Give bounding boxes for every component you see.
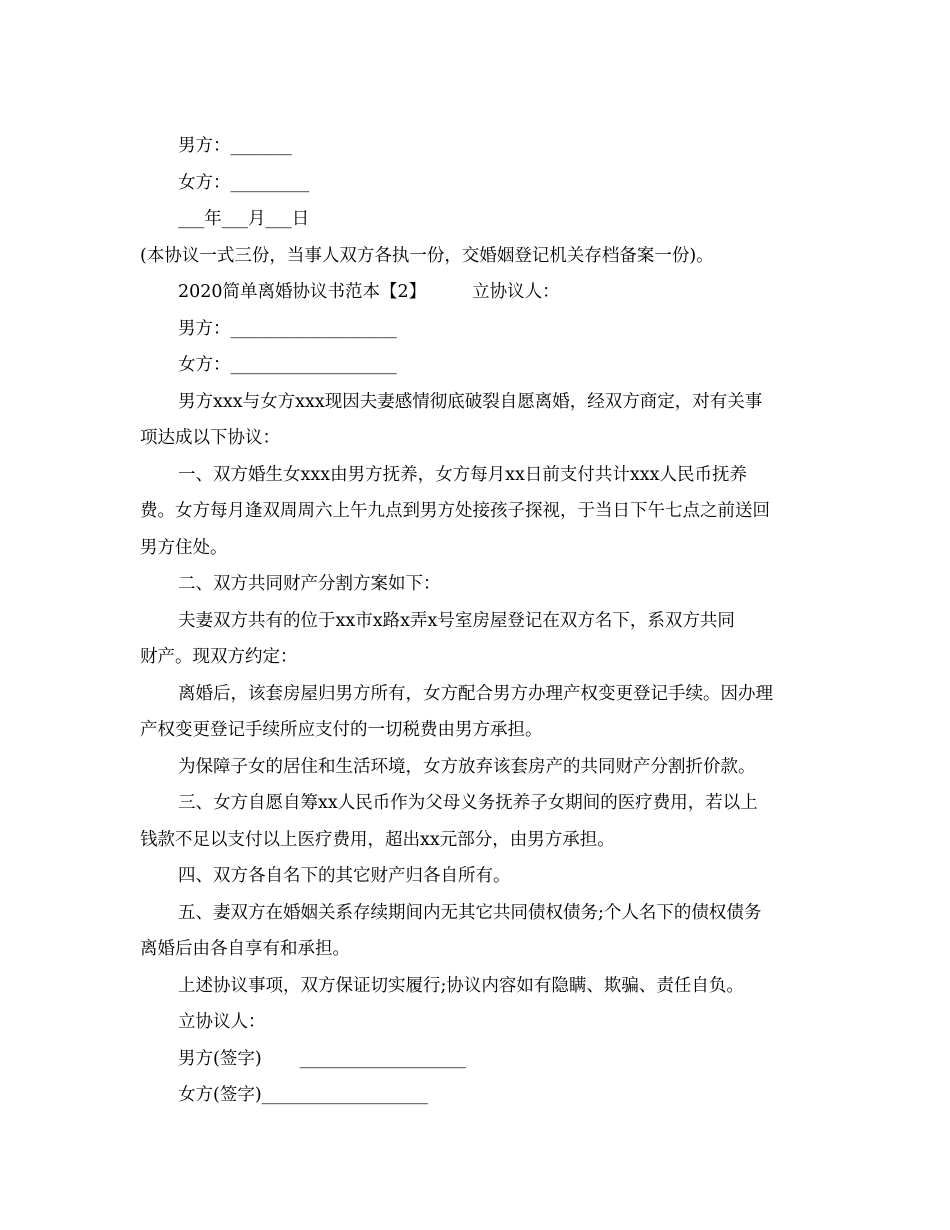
husband-signature-blank: ___________________ [299,1048,466,1069]
wife-signature-line: 女方(签字)___________________ [178,1085,428,1105]
document-body [140,128,816,1114]
clause-two-property: 二、双方共同财产分割方案如下： [178,574,441,594]
property-agreement: 离婚后，该套房屋归男方所有，女方配合男方办理产权变更登记手续。因办理 产权变更登记手续所应支付的一切税费由男方承担。 [140,683,773,740]
husband-signature-line [140,1041,816,1078]
property-description: 夫妻双方共有的位于xx市x路x弄x号室房屋登记在双方名下，系双方共同 财产。现双方约定： [140,610,735,667]
second-template-heading [140,274,816,311]
wife-name-line: 女方：_________ [178,172,310,193]
clause-one-custody: 一、双方婚生女xxx由男方抚养，女方每月xx日前支付共计xxx人民币抚养 费。女方每月逢双周周六上午九点到男方处接孩子探视，于当日下午七点之前送回 男方住处。 [140,464,770,558]
date-line: ___年___月___日 [178,209,310,229]
parties-label-bottom: 立协议人： [178,1012,266,1032]
clause-four-other-property: 四、双方各自名下的其它财产归各自所有。 [178,866,511,886]
parties-label: 立协议人： [472,282,560,302]
property-waiver: 为保障子女的居住和生活环境，女方放弃该套房产的共同财产分割折价款。 [178,756,756,777]
intro-paragraph: 男方xxx与女方xxx现因夫妻感情彻底破裂自愿离婚，经双方商定，对有关事 项达成以下协议： [140,391,763,448]
template-title: 2020简单离婚协议书范本【2】 [178,282,427,302]
husband-signature-label: 男方(签字) [178,1048,262,1069]
husband-blank-line: 男方：___________________ [178,318,397,339]
clause-three-medical: 三、女方自愿自筹xx人民币作为父母义务抚养子女期间的医疗费用，若以上 钱款不足以支付以上医疗费用，超出xx元部分，由男方承担。 [140,793,758,850]
copies-note: (本协议一式三份，当事人双方各执一份，交婚姻登记机关存档备案一份)。 [140,245,714,266]
husband-name-line: 男方：_______ [178,136,292,156]
wife-blank-line: 女方：___________________ [178,355,397,375]
guarantee-statement: 上述协议事项，双方保证切实履行;协议内容如有隐瞒、欺骗、责任自负。 [178,975,744,996]
clause-five-debts: 五、妻双方在婚姻关系存续期间内无其它共同债权债务;个人名下的债权债务 离婚后由各自享有和承担。 [140,902,762,959]
